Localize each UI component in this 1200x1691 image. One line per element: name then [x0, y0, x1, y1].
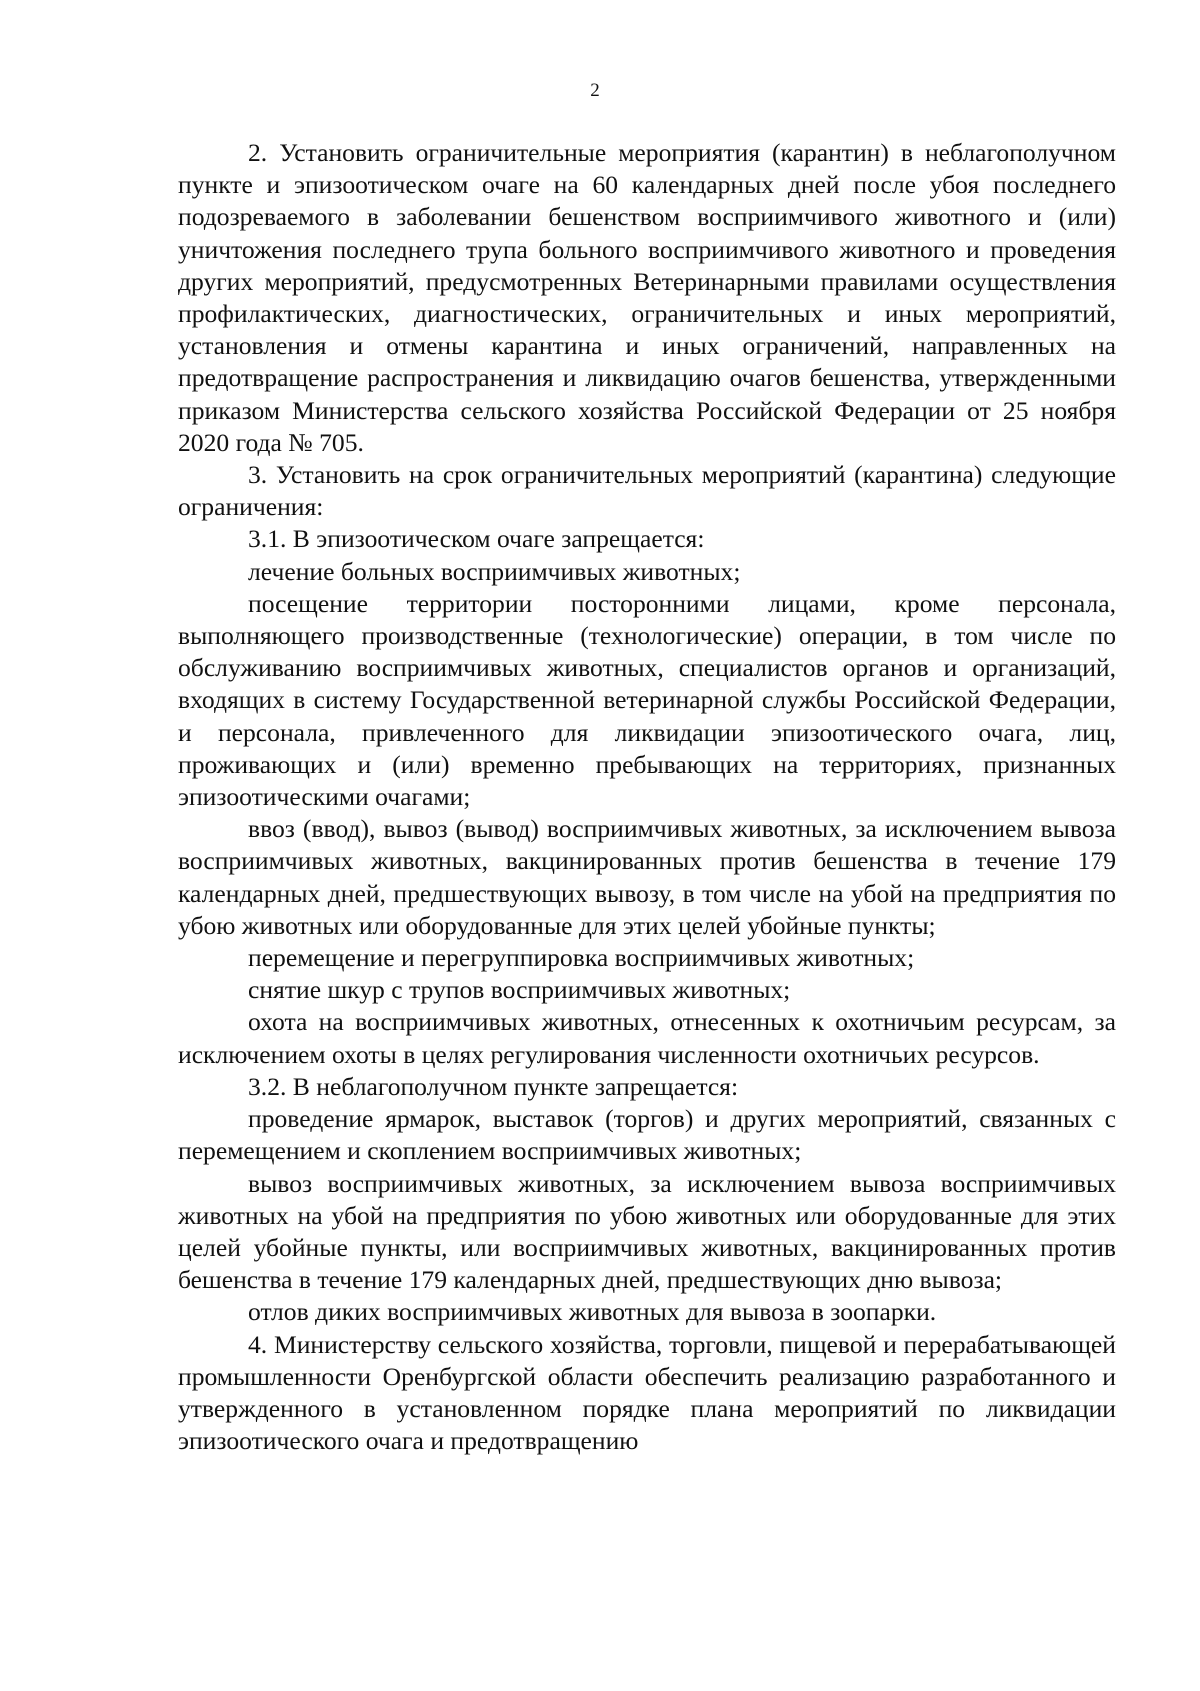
- list-item: ввоз (ввод), вывоз (вывод) восприимчивых животных, за исключением вывоза восприимчивых животных, вакцинированных против бешенства в течение 179 календарных дней, предшествующих вывозу, в том числе на убой на предприятия по убою животных или оборудованные для этих целей убойные пункты;: [178, 814, 1116, 940]
- paragraph-3-restrictions: 3. Установить на срок ограничительных мероприятий (карантина) следующие ограничения:: [178, 460, 1116, 522]
- document-body: [178, 137, 1116, 1457]
- list-item: проведение ярмарок, выставок (торгов) и других мероприятий, связанных с перемещением и скоплением восприимчивых животных;: [178, 1104, 1116, 1166]
- list-item: охота на восприимчивых животных, отнесенных к охотничьим ресурсам, за исключением охоты в целях регулирования численности охотничьих ресурсов.: [178, 1007, 1116, 1069]
- paragraph-3-2-heading: 3.2. В неблагополучном пункте запрещается:: [248, 1071, 739, 1101]
- paragraph-3-1-heading: 3.1. В эпизоотическом очаге запрещается:: [248, 524, 705, 554]
- list-item: посещение территории посторонними лицами, кроме персонала, выполняющего производственные (технологические) операции, в том числе по обслуживанию восприимчивых животных, специалистов органов и организаций, входящих в систему Государственной ветеринарной службы Российской Федерации, и персонала, привлеченного для ликвидации эпизоотического очага, лиц, проживающих и (или) временно пребывающих на территориях, признанных эпизоотическими очагами;: [178, 588, 1116, 812]
- list-item: перемещение и перегруппировка восприимчивых животных;: [248, 943, 915, 973]
- paragraph-4-ministry: 4. Министерству сельского хозяйства, торговли, пищевой и перерабатывающей промышленности Оренбургской области обеспечить реализацию разработанного и утвержденного в установленном порядке плана мероприятий по ликвидации эпизоотического очага и предотвращению: [178, 1329, 1116, 1456]
- page-number: 2: [590, 80, 600, 101]
- list-item: отлов диких восприимчивых животных для вывоза в зоопарки.: [248, 1297, 937, 1327]
- list-item: лечение больных восприимчивых животных;: [248, 556, 741, 586]
- list-item: вывоз восприимчивых животных, за исключением вывоза восприимчивых животных на убой на предприятия по убою животных или оборудованные для этих целей убойные пункты, или восприимчивых животных, вакцинированных против бешенства в течение 179 календарных дней, предшествующих дню вывоза;: [178, 1168, 1116, 1295]
- paragraph-2-quarantine: 2. Установить ограничительные мероприятия (карантин) в неблагополучном пункте и эпизоотическом очаге на 60 календарных дней после убоя последнего подозреваемого в заболевании бешенством восприимчивого животного и (или) уничтожения последнего трупа больного восприимчивого животного и проведения других мероприятий, предусмотренных Ветеринарными правилами осуществления профилактических, диагностических, ограничительных и иных мероприятий, установления и отмены карантина и иных ограничений, направленных на предотвращение распространения и ликвидацию очагов бешенства, утвержденными приказом Министерства сельского хозяйства Российской Федерации от 25 ноября 2020 года № 705.: [178, 138, 1116, 457]
- list-item: снятие шкур с трупов восприимчивых животных;: [248, 975, 791, 1005]
